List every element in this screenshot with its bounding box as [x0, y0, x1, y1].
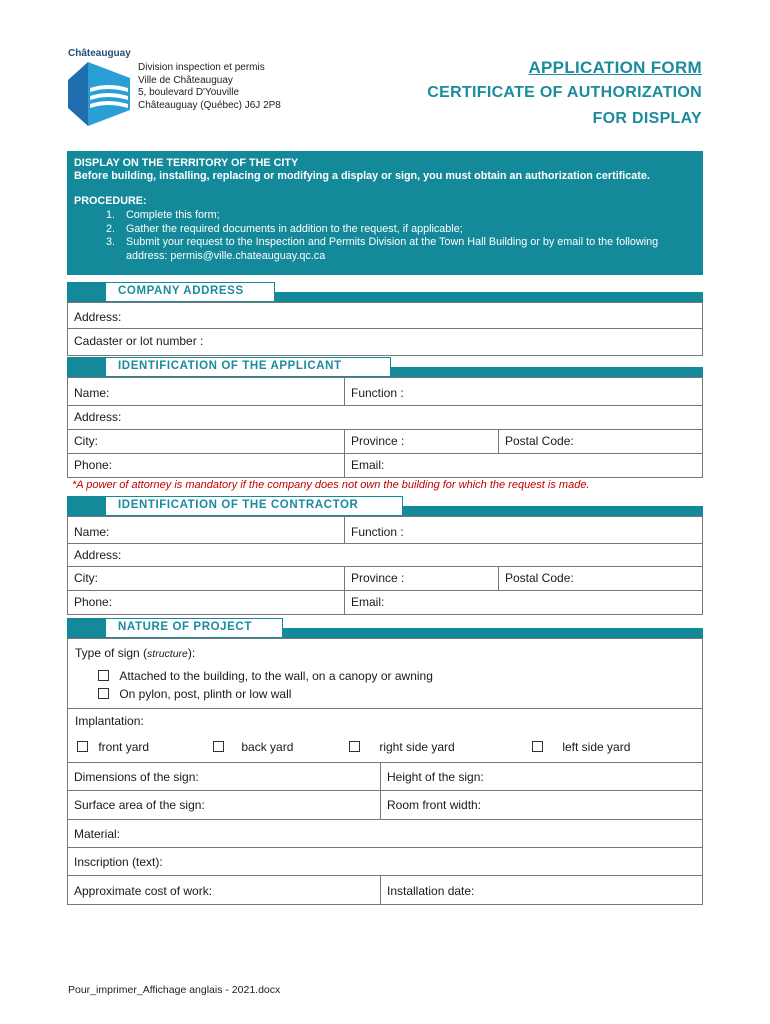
material-field[interactable]: [67, 820, 703, 848]
note-text: A power of attorney is mandatory if the company does not own the building for which the request is made.: [76, 479, 590, 491]
applicant-postal-field[interactable]: [498, 430, 702, 453]
option-label: left side yard: [562, 740, 631, 754]
field-label: Address:: [74, 410, 122, 424]
cadaster-field[interactable]: [67, 329, 703, 356]
field-label: Material:: [74, 827, 121, 841]
field-label: Province :: [351, 571, 405, 585]
checkbox-pylon[interactable]: [98, 688, 109, 699]
applicant-row-name: [67, 377, 703, 406]
checkbox-attached[interactable]: [98, 670, 109, 681]
field-label: Address:: [74, 548, 122, 562]
checkbox-left-side-yard[interactable]: [532, 741, 543, 752]
logo-text: Châteauguay: [68, 48, 131, 59]
field-label: Postal Code:: [505, 571, 574, 585]
contractor-address-field[interactable]: [67, 544, 703, 567]
contractor-row-phone: [67, 591, 703, 615]
checkbox-right-side-yard[interactable]: [349, 741, 360, 752]
field-label: Province :: [351, 434, 405, 448]
company-address-field[interactable]: [67, 302, 703, 329]
implantation-label: Implantation:: [75, 714, 144, 728]
procedure-step: 3. Submit your request to the Inspection and Permits Division at the Town Hall Building or by email to the following address: permis@ville.chateauguay.qc.ca: [118, 236, 696, 263]
intro-box: [67, 151, 703, 275]
option-label: right side yard: [379, 740, 455, 754]
address-line: Ville de Châteauguay: [138, 74, 233, 86]
field-label: Surface area of the sign:: [74, 798, 205, 812]
contractor-province-field[interactable]: [344, 567, 498, 590]
inscription-field[interactable]: [67, 848, 703, 876]
surface-row: [67, 791, 703, 820]
contractor-city-field[interactable]: [68, 567, 344, 590]
section-title: IDENTIFICATION OF THE CONTRACTOR: [105, 496, 403, 516]
field-label: Height of the sign:: [387, 770, 484, 784]
sign-type-label: Type of sign (structure):: [75, 646, 196, 660]
option-label: back yard: [241, 740, 294, 754]
field-label: Phone:: [74, 595, 113, 609]
field-label: Function :: [351, 525, 404, 539]
option-front-yard: [77, 740, 149, 754]
intro-heading: DISPLAY ON THE TERRITORY OF THE CITY: [74, 157, 299, 169]
applicant-province-field[interactable]: [344, 430, 498, 453]
applicant-function-field[interactable]: [344, 378, 702, 405]
applicant-row-phone: [67, 454, 703, 478]
section-nature-of-project: [67, 618, 703, 638]
power-of-attorney-note: [72, 479, 590, 491]
sign-type-group: [67, 638, 703, 709]
section-title: IDENTIFICATION OF THE APPLICANT: [105, 357, 391, 377]
field-label: Email:: [351, 458, 385, 472]
installation-date-field[interactable]: [380, 876, 702, 904]
option-back-yard: [213, 740, 293, 754]
field-label: Phone:: [74, 458, 113, 472]
city-logo-icon: [68, 62, 130, 126]
contractor-row-city: [67, 567, 703, 591]
field-label: Address:: [74, 310, 122, 324]
contractor-phone-field[interactable]: [68, 591, 344, 614]
field-label: City:: [74, 571, 98, 585]
applicant-city-field[interactable]: [68, 430, 344, 453]
field-label: Room front width:: [387, 798, 482, 812]
field-label: City:: [74, 434, 98, 448]
field-label: Postal Code:: [505, 434, 574, 448]
applicant-row-city: [67, 430, 703, 454]
applicant-email-field[interactable]: [344, 454, 702, 477]
field-label: Email:: [351, 595, 385, 609]
dimensions-row: [67, 763, 703, 791]
room-front-field[interactable]: [380, 791, 702, 819]
procedure-step: 2. Gather the required documents in addition to the request, if applicable;: [118, 223, 696, 237]
field-label: Inscription (text):: [74, 855, 163, 869]
applicant-name-field[interactable]: [68, 378, 344, 405]
division-address: [138, 62, 281, 112]
procedure-steps: [74, 209, 696, 263]
option-label: front yard: [98, 740, 150, 754]
contractor-email-field[interactable]: [344, 591, 702, 614]
dimensions-field[interactable]: [68, 763, 380, 790]
cost-row: [67, 876, 703, 905]
checkbox-front-yard[interactable]: [77, 741, 88, 752]
form-subtitle-2: FOR DISPLAY: [592, 110, 702, 127]
field-label: Approximate cost of work:: [74, 884, 213, 898]
option-label: On pylon, post, plinth or low wall: [119, 687, 292, 701]
contractor-name-field[interactable]: [68, 517, 344, 543]
section-applicant: [67, 357, 703, 377]
form-subtitle: CERTIFICATE OF AUTHORIZATION: [427, 84, 702, 101]
field-label: Name:: [74, 525, 110, 539]
section-company-address: [67, 282, 703, 302]
field-label: Installation date:: [387, 884, 475, 898]
surface-field[interactable]: [68, 791, 380, 819]
applicant-address-field[interactable]: [67, 406, 703, 430]
option-pylon: [98, 687, 291, 701]
section-title: COMPANY ADDRESS: [105, 282, 275, 302]
procedure-label: PROCEDURE:: [74, 195, 147, 207]
field-label: Name:: [74, 386, 110, 400]
field-label: Cadaster or lot number :: [74, 334, 204, 348]
contractor-function-field[interactable]: [344, 517, 702, 543]
contractor-row-name: [67, 516, 703, 544]
option-attached: [98, 669, 433, 683]
option-label: Attached to the building, to the wall, on a canopy or awning: [119, 669, 433, 683]
field-label: Dimensions of the sign:: [74, 770, 199, 784]
height-field[interactable]: [380, 763, 702, 790]
procedure-step: 1. Complete this form;: [118, 209, 696, 223]
intro-subheading: Before building, installing, replacing or modifying a display or sign, you must obtain an authorization certificate.: [74, 170, 650, 182]
address-line: Division inspection et permis: [138, 62, 265, 73]
checkbox-back-yard[interactable]: [213, 741, 224, 752]
applicant-phone-field[interactable]: [68, 454, 344, 477]
cost-field[interactable]: [68, 876, 380, 904]
address-line: Châteauguay (Québec) J6J 2P8: [138, 99, 281, 111]
contractor-postal-field[interactable]: [498, 567, 702, 590]
form-title: APPLICATION FORM: [528, 58, 702, 77]
field-label: Function :: [351, 386, 404, 400]
footer-filename: Pour_imprimer_Affichage anglais - 2021.docx: [68, 984, 281, 996]
address-line: 5, boulevard D'Youville: [138, 87, 240, 98]
section-contractor: [67, 496, 703, 516]
option-left-side-yard: [532, 740, 630, 754]
implantation-group: [67, 709, 703, 763]
section-title: NATURE OF PROJECT: [105, 618, 283, 638]
option-right-side-yard: [349, 740, 455, 754]
note-asterisk: *: [72, 479, 77, 491]
